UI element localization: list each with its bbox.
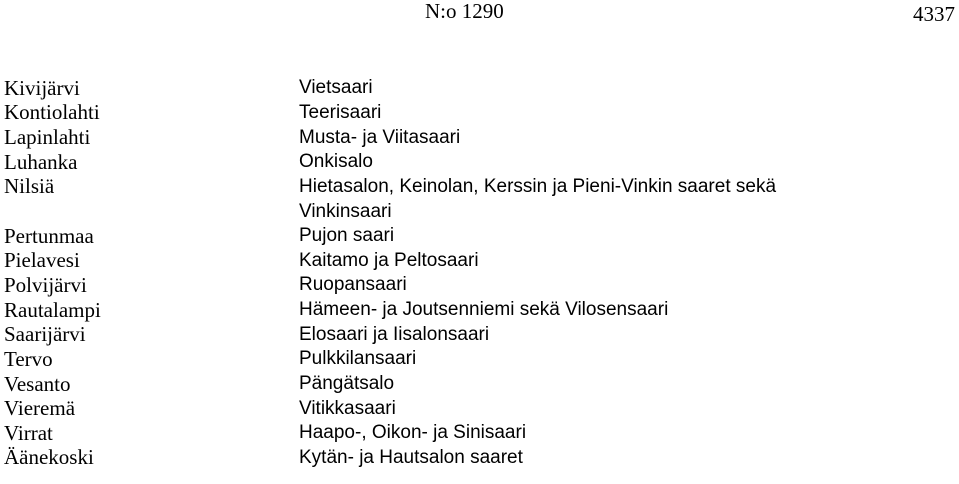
municipality-name: Virrat: [4, 420, 53, 445]
table-row: [4, 372, 776, 397]
island-names: Pulkkilansaari: [299, 348, 417, 370]
island-names: Teerisaari: [299, 101, 382, 123]
island-names: Vitikkasaari: [299, 397, 396, 419]
municipality-name: Kivijärvi: [4, 75, 80, 100]
municipality-name: Pertunmaa: [4, 223, 94, 248]
island-names: Hietasalon, Keinolan, Kerssin ja Pieni-Vinkin saaret sekä: [299, 175, 777, 197]
table-row: [4, 199, 776, 224]
table-row: [4, 273, 776, 298]
issue-number: N:o 1290: [425, 0, 504, 23]
island-names: Ruopansaari: [299, 274, 407, 296]
municipality-name: Nilsiä: [4, 174, 55, 199]
table-row: [4, 446, 776, 471]
table-row: [4, 347, 776, 372]
municipality-name: Vesanto: [4, 371, 71, 396]
island-names: Onkisalo: [299, 151, 373, 173]
municipality-name: Kontiolahti: [4, 100, 100, 125]
table-row: [4, 175, 776, 200]
island-names: Haapo-, Oikon- ja Sinisaari: [299, 422, 527, 444]
table-row: [4, 421, 776, 446]
island-names: Vinkinsaari: [299, 200, 392, 222]
table-row: [4, 224, 776, 249]
island-names: Vietsaari: [299, 77, 373, 99]
table-row: [4, 150, 776, 175]
municipality-name: Vieremä: [4, 396, 76, 421]
island-names: Pängätsalo: [299, 373, 395, 394]
island-names: Elosaari ja Iisalonsaari: [299, 323, 490, 345]
table-row: [4, 322, 776, 347]
municipality-name: Luhanka: [4, 149, 78, 174]
municipality-name: Tervo: [4, 346, 53, 371]
page-number: 4337: [913, 2, 955, 26]
municipality-island-table: [4, 76, 776, 470]
island-names: Musta- ja Viitasaari: [299, 126, 461, 148]
island-names: Kaitamo ja Peltosaari: [299, 249, 479, 271]
table-row: [4, 248, 776, 273]
table-row: [4, 396, 776, 421]
table-row: [4, 298, 776, 323]
municipality-name: Lapinlahti: [4, 125, 91, 150]
table-row: [4, 125, 776, 150]
island-names: Pujon saari: [299, 225, 395, 247]
municipality-name: Äänekoski: [4, 445, 94, 470]
island-names: Kytän- ja Hautsalon saaret: [299, 446, 523, 468]
municipality-name: Saarijärvi: [4, 322, 86, 347]
municipality-name: Pielavesi: [4, 248, 80, 273]
table-row: [4, 101, 776, 126]
municipality-name: Polvijärvi: [4, 272, 87, 297]
table-row: [4, 76, 776, 101]
municipality-name: Rautalampi: [4, 297, 101, 322]
island-names: Hämeen- ja Joutsenniemi sekä Vilosensaari: [299, 299, 669, 321]
